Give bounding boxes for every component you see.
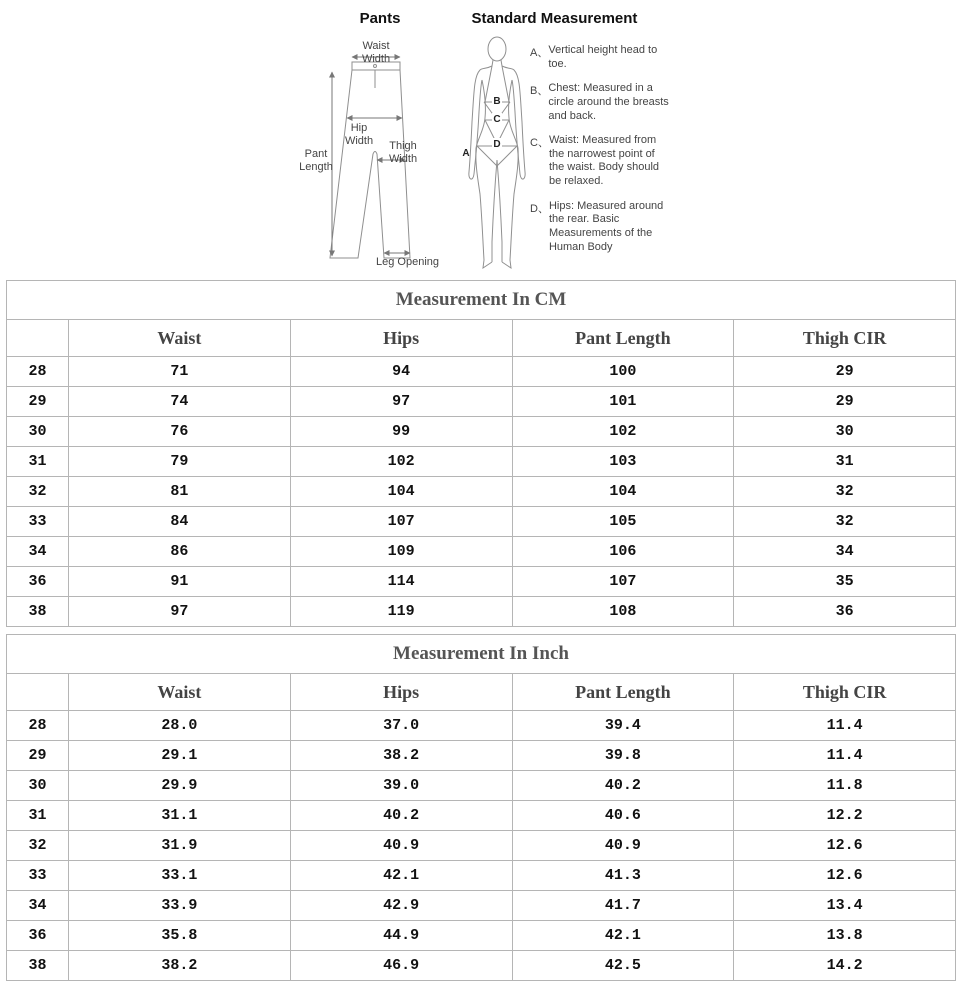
value-cell: 39.8	[512, 741, 734, 771]
value-cell: 97	[69, 597, 291, 627]
value-cell: 81	[69, 477, 291, 507]
size-cell: 32	[7, 831, 69, 861]
value-cell: 29	[734, 387, 956, 417]
thigh-width-label: Thigh Width	[388, 140, 418, 165]
size-row	[7, 507, 956, 537]
value-cell: 100	[512, 357, 734, 387]
size-row	[7, 357, 956, 387]
size-row	[7, 801, 956, 831]
column-header: Thigh CIR	[734, 674, 956, 711]
column-header: Pant Length	[512, 320, 734, 357]
note-c	[530, 134, 670, 189]
value-cell: 44.9	[290, 921, 512, 951]
value-cell: 109	[290, 537, 512, 567]
table-body	[7, 711, 956, 981]
table-title-row	[7, 635, 956, 674]
measurement-notes	[530, 44, 670, 265]
value-cell: 97	[290, 387, 512, 417]
value-cell: 79	[69, 447, 291, 477]
value-cell: 31.1	[69, 801, 291, 831]
value-cell: 40.2	[512, 771, 734, 801]
value-cell: 33.9	[69, 891, 291, 921]
size-row	[7, 387, 956, 417]
value-cell: 41.7	[512, 891, 734, 921]
value-cell: 99	[290, 417, 512, 447]
leg-opening-label: Leg Opening	[376, 256, 439, 268]
note-text: Hips: Measured around the rear. Basic Measurements of the Human Body	[548, 199, 664, 253]
value-cell: 94	[290, 357, 512, 387]
size-cell: 36	[7, 921, 69, 951]
value-cell: 104	[512, 477, 734, 507]
value-cell: 40.2	[290, 801, 512, 831]
value-cell: 40.6	[512, 801, 734, 831]
value-cell: 38.2	[69, 951, 291, 981]
size-cell: 33	[7, 507, 69, 537]
column-header: Pant Length	[512, 674, 734, 711]
value-cell: 105	[512, 507, 734, 537]
size-cell: 31	[7, 801, 69, 831]
table-title-row	[7, 281, 956, 320]
note-b	[530, 82, 670, 123]
value-cell: 35.8	[69, 921, 291, 951]
note-key: B、	[530, 85, 549, 98]
waist-width-label: Waist Width	[361, 40, 391, 65]
value-cell: 28.0	[69, 711, 291, 741]
value-cell: 31	[734, 447, 956, 477]
value-cell: 13.8	[734, 921, 956, 951]
value-cell: 11.4	[734, 741, 956, 771]
size-row	[7, 537, 956, 567]
value-cell: 14.2	[734, 951, 956, 981]
value-cell: 101	[512, 387, 734, 417]
column-header-row	[7, 674, 956, 711]
body-letter-a: A	[462, 148, 470, 159]
size-cell: 28	[7, 357, 69, 387]
note-text: Chest: Measured in a circle around the breasts and back.	[548, 82, 669, 122]
column-header: Waist	[69, 674, 291, 711]
value-cell: 104	[290, 477, 512, 507]
value-cell: 38.2	[290, 741, 512, 771]
size-cell: 36	[7, 567, 69, 597]
value-cell: 40.9	[290, 831, 512, 861]
value-cell: 35	[734, 567, 956, 597]
value-cell: 39.0	[290, 771, 512, 801]
pants-diagram-title: Pants	[359, 10, 401, 27]
size-row	[7, 741, 956, 771]
hip-width-label: Hip Width	[344, 122, 374, 147]
value-cell: 42.9	[290, 891, 512, 921]
size-cell: 30	[7, 417, 69, 447]
value-cell: 84	[69, 507, 291, 537]
note-text: Vertical height head to toe.	[548, 44, 658, 70]
size-cell: 32	[7, 477, 69, 507]
value-cell: 13.4	[734, 891, 956, 921]
note-key: C、	[530, 137, 549, 150]
size-cell: 34	[7, 891, 69, 921]
value-cell: 37.0	[290, 711, 512, 741]
value-cell: 39.4	[512, 711, 734, 741]
size-cell: 38	[7, 951, 69, 981]
value-cell: 107	[512, 567, 734, 597]
value-cell: 114	[290, 567, 512, 597]
size-row	[7, 477, 956, 507]
value-cell: 71	[69, 357, 291, 387]
size-cell: 38	[7, 597, 69, 627]
value-cell: 36	[734, 597, 956, 627]
value-cell: 42.1	[512, 921, 734, 951]
value-cell: 29.1	[69, 741, 291, 771]
size-row	[7, 417, 956, 447]
value-cell: 108	[512, 597, 734, 627]
value-cell: 12.6	[734, 831, 956, 861]
value-cell: 12.2	[734, 801, 956, 831]
value-cell: 32	[734, 507, 956, 537]
pant-length-label: Pant Length	[299, 148, 333, 173]
column-header: Waist	[69, 320, 291, 357]
standard-measurement-title: Standard Measurement	[471, 10, 638, 27]
note-text: Waist: Measured from the narrowest point of the waist. Body should be relaxed.	[548, 134, 660, 187]
value-cell: 106	[512, 537, 734, 567]
value-cell: 74	[69, 387, 291, 417]
note-key: D、	[530, 202, 549, 215]
inch-measurement-table	[6, 634, 956, 981]
table-title: Measurement In Inch	[7, 635, 956, 674]
value-cell: 11.4	[734, 711, 956, 741]
value-cell: 76	[69, 417, 291, 447]
value-cell: 34	[734, 537, 956, 567]
column-header: Thigh CIR	[734, 320, 956, 357]
table-body	[7, 357, 956, 627]
value-cell: 30	[734, 417, 956, 447]
table-title: Measurement In CM	[7, 281, 956, 320]
size-cell: 28	[7, 711, 69, 741]
column-header: Hips	[290, 674, 512, 711]
body-letter-b: B	[493, 96, 501, 107]
size-row	[7, 597, 956, 627]
value-cell: 40.9	[512, 831, 734, 861]
value-cell: 29	[734, 357, 956, 387]
size-row	[7, 831, 956, 861]
value-cell: 46.9	[290, 951, 512, 981]
cm-measurement-table	[6, 280, 956, 627]
value-cell: 29.9	[69, 771, 291, 801]
size-row	[7, 711, 956, 741]
note-a	[530, 44, 670, 71]
size-cell: 29	[7, 741, 69, 771]
column-header: Hips	[290, 320, 512, 357]
value-cell: 42.1	[290, 861, 512, 891]
note-d	[530, 200, 670, 255]
size-row	[7, 951, 956, 981]
value-cell: 41.3	[512, 861, 734, 891]
value-cell: 32	[734, 477, 956, 507]
value-cell: 102	[290, 447, 512, 477]
value-cell: 86	[69, 537, 291, 567]
size-row	[7, 921, 956, 951]
value-cell: 42.5	[512, 951, 734, 981]
body-letter-d: D	[493, 139, 501, 150]
size-cell: 33	[7, 861, 69, 891]
value-cell: 103	[512, 447, 734, 477]
size-row	[7, 891, 956, 921]
note-key: A、	[530, 47, 549, 59]
value-cell: 91	[69, 567, 291, 597]
value-cell: 102	[512, 417, 734, 447]
size-row	[7, 861, 956, 891]
value-cell: 33.1	[69, 861, 291, 891]
size-cell: 29	[7, 387, 69, 417]
size-row	[7, 771, 956, 801]
size-row	[7, 447, 956, 477]
size-cell: 30	[7, 771, 69, 801]
corner-cell	[7, 674, 69, 711]
value-cell: 107	[290, 507, 512, 537]
size-cell: 31	[7, 447, 69, 477]
value-cell: 119	[290, 597, 512, 627]
body-letter-c: C	[493, 114, 501, 125]
corner-cell	[7, 320, 69, 357]
size-row	[7, 567, 956, 597]
column-header-row	[7, 320, 956, 357]
measurement-diagrams	[0, 0, 962, 280]
value-cell: 31.9	[69, 831, 291, 861]
value-cell: 11.8	[734, 771, 956, 801]
value-cell: 12.6	[734, 861, 956, 891]
size-cell: 34	[7, 537, 69, 567]
